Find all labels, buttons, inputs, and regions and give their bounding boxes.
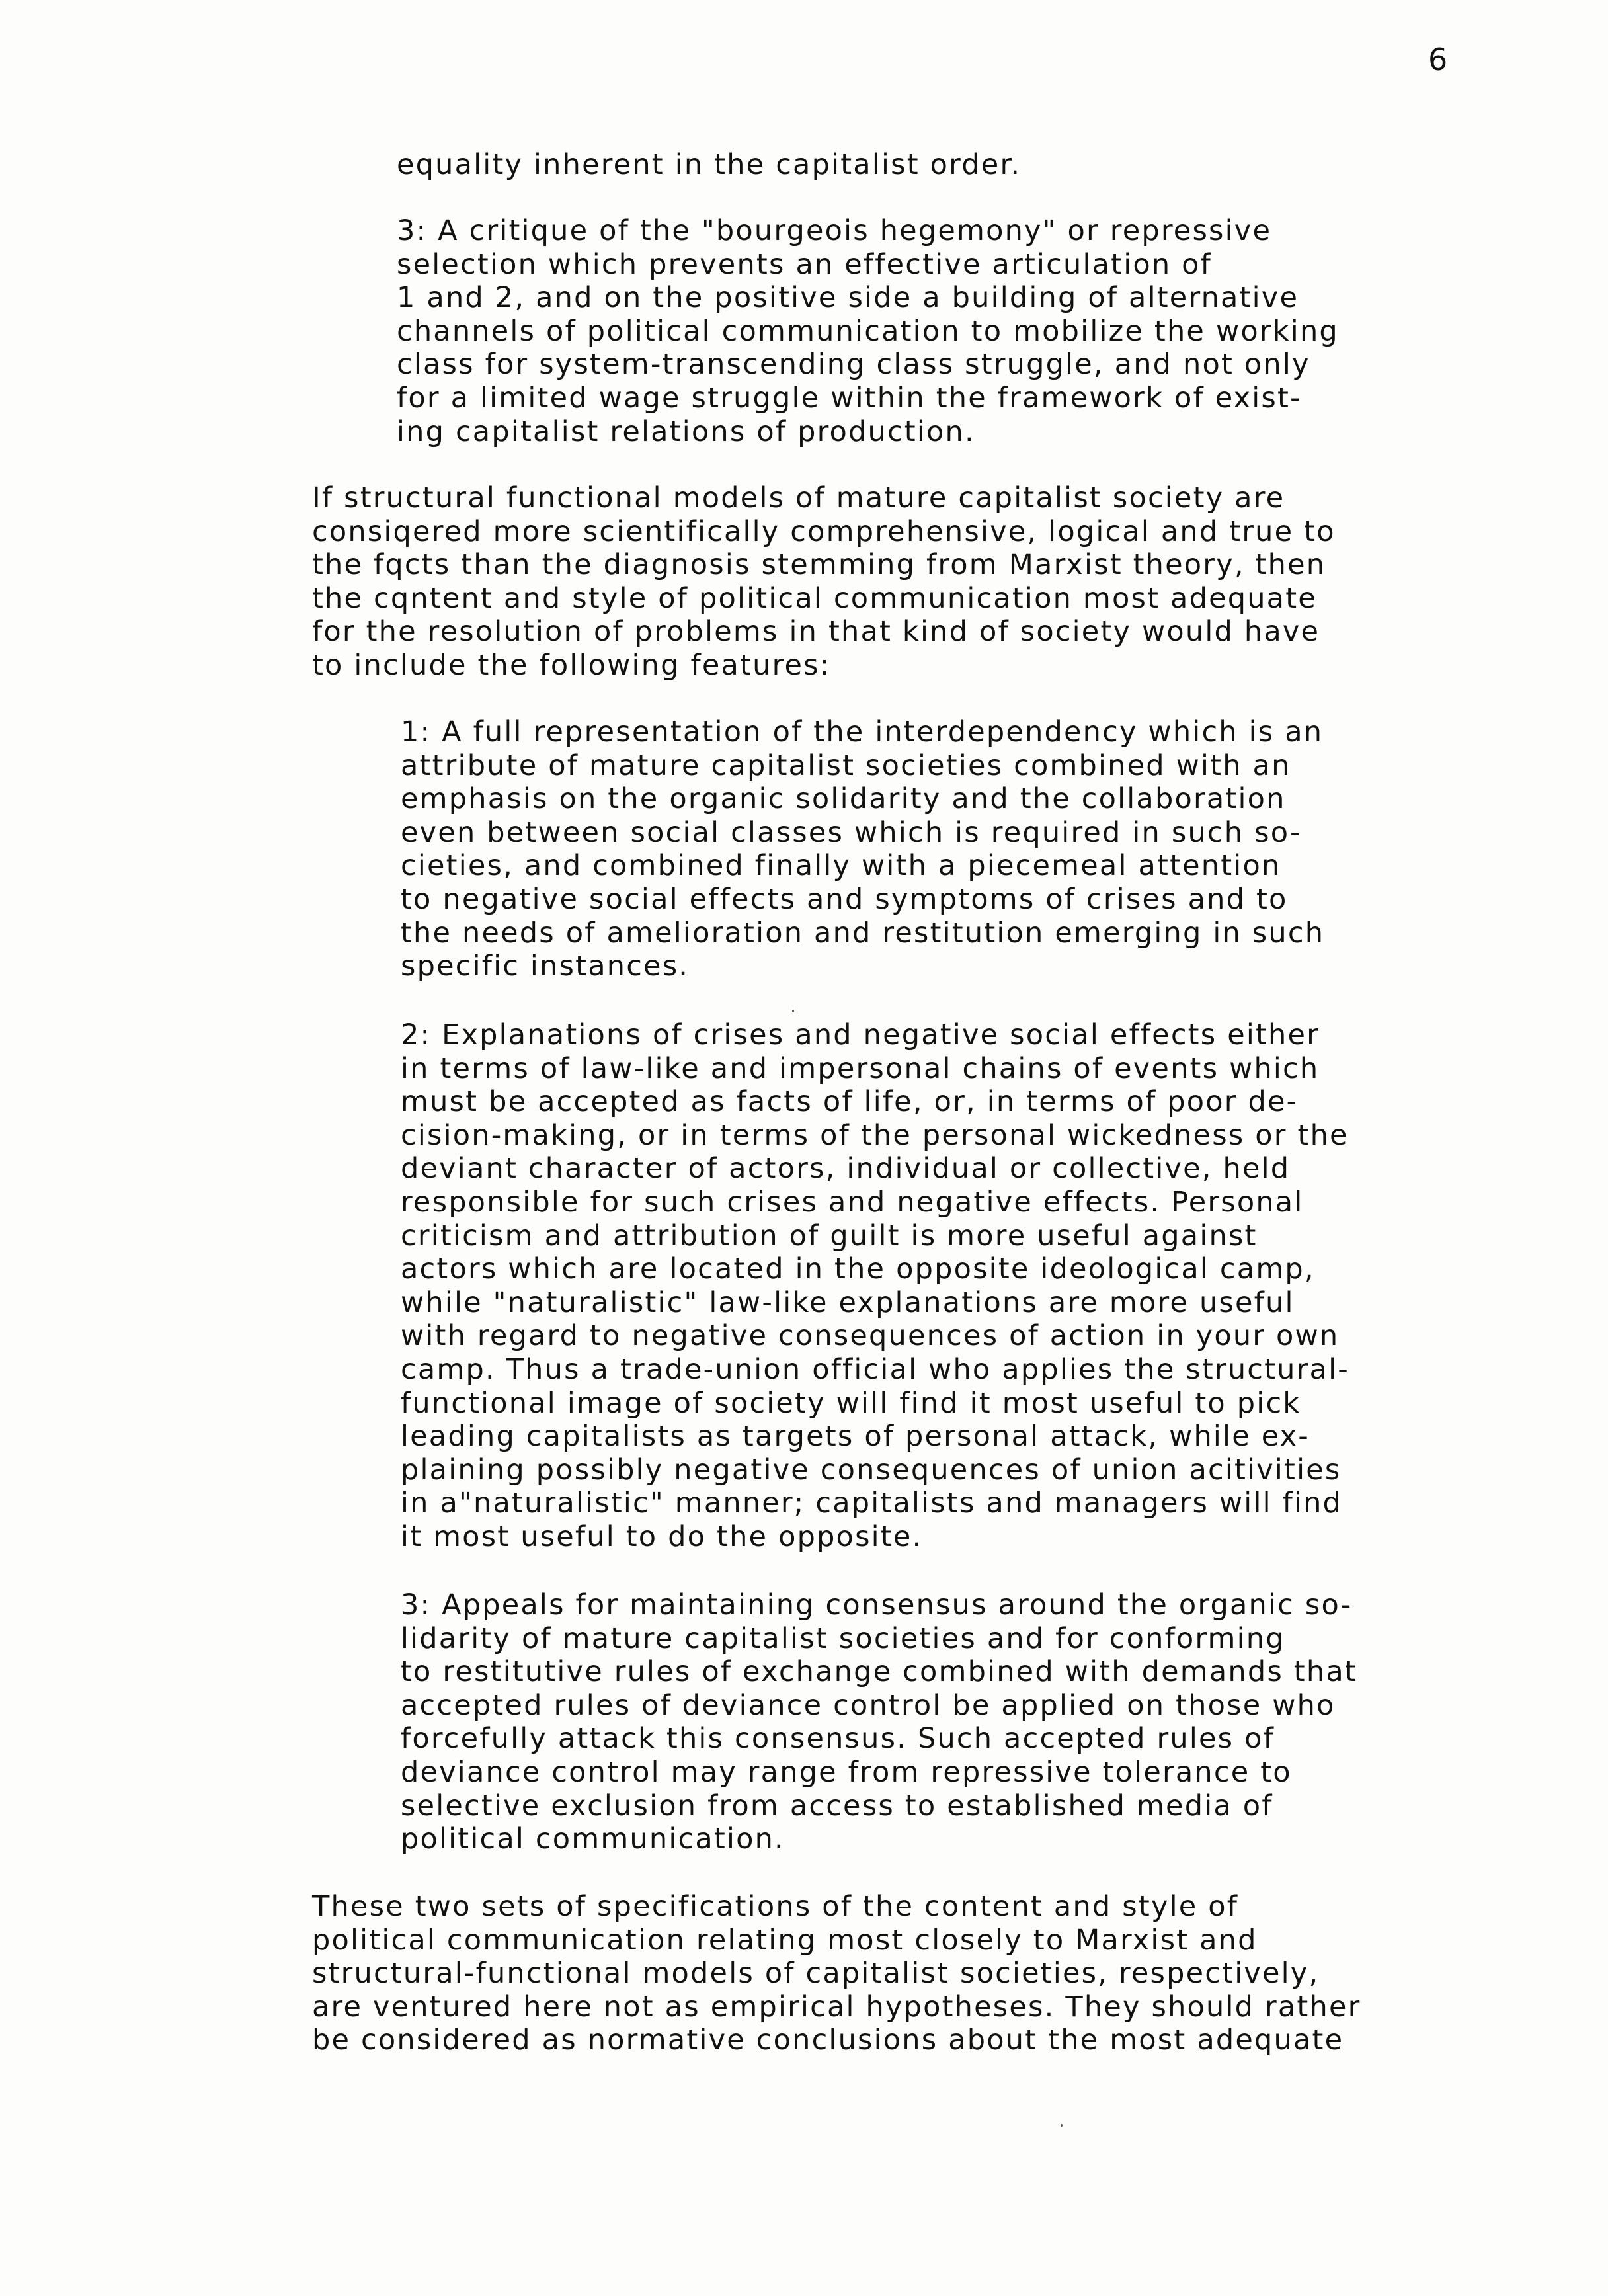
text-line: cieties, and combined finally with a piecemeal attention <box>401 849 1281 883</box>
text-line: deviance control may range from repressive tolerance to <box>401 1755 1292 1789</box>
text-line: the fqcts than the diagnosis stemming from Marxist theory, then <box>312 548 1326 582</box>
text-line: the cqntent and style of political communication most adequate <box>312 581 1317 615</box>
text-line: the needs of amelioration and restitution emerging in such <box>401 916 1325 950</box>
text-line: for the resolution of problems in that kind of society would have <box>312 615 1320 649</box>
paragraph-feature-2 <box>401 1018 1349 1554</box>
text-line: with regard to negative consequences of action in your own <box>401 1319 1340 1353</box>
text-line: class for system-transcending class struggle, and not only <box>397 348 1310 382</box>
text-line: lidarity of mature capitalist societies and for conforming <box>401 1621 1285 1655</box>
text-line: political communication. <box>401 1823 785 1856</box>
text-line: political communication relating most closely to Marxist and <box>312 1923 1258 1957</box>
text-line: channels of political communication to mobilize the working <box>397 314 1339 348</box>
text-line: to restitutive rules of exchange combined with demands that <box>401 1655 1357 1689</box>
text-line: These two sets of specifications of the content and style of <box>312 1890 1239 1923</box>
page-number: 6 <box>1428 42 1448 77</box>
text-line: are ventured here not as empirical hypotheses. They should rather <box>312 1990 1361 2024</box>
text-line: must be accepted as facts of life, or, in terms of poor de- <box>401 1085 1299 1119</box>
text-line: emphasis on the organic solidarity and the collaboration <box>401 782 1286 816</box>
text-line: selective exclusion from access to established media of <box>401 1789 1273 1823</box>
text-line: attribute of mature capitalist societies combined with an <box>401 749 1291 782</box>
text-line: cision-making, or in terms of the personal wickedness or the <box>401 1118 1349 1152</box>
paragraph-conclusion <box>312 1890 1361 2057</box>
paragraph-feature-1 <box>401 716 1324 983</box>
scan-speck <box>792 1010 794 1012</box>
text-line: to include the following features: <box>312 648 831 682</box>
text-line: actors which are located in the opposite ideological camp, <box>401 1252 1315 1286</box>
text-line: 3: A critique of the "bourgeois hegemony" or repressive <box>397 214 1272 247</box>
text-line: consiqered more scientifically comprehensive, logical and true to <box>312 514 1336 548</box>
text-line: criticism and attribution of guilt is more useful against <box>401 1219 1258 1252</box>
paragraph-feature-3 <box>401 1588 1357 1856</box>
text-line: in a"naturalistic" manner; capitalists and managers will find <box>401 1487 1343 1520</box>
text-line: ing capitalist relations of production. <box>397 415 975 448</box>
text-line: 2: Explanations of crises and negative social effects either <box>401 1018 1320 1051</box>
text-line: 1: A full representation of the interdependency which is an <box>401 716 1324 749</box>
scan-speck <box>1061 2124 1063 2127</box>
text-line: selection which prevents an effective articulation of <box>397 247 1213 281</box>
text-line: while "naturalistic" law-like explanations are more useful <box>401 1286 1295 1319</box>
paragraph-marxist-point-3 <box>397 214 1339 448</box>
text-line: even between social classes which is required in such so- <box>401 815 1302 849</box>
text-line: plaining possibly negative consequences of union acitivities <box>401 1453 1342 1487</box>
text-line: deviant character of actors, individual or collective, held <box>401 1152 1291 1186</box>
text-line: equality inherent in the capitalist order. <box>397 148 1022 181</box>
text-line: leading capitalists as targets of personal attack, while ex- <box>401 1420 1310 1454</box>
text-line: accepted rules of deviance control be applied on those who <box>401 1688 1336 1722</box>
text-line: to negative social effects and symptoms of crises and to <box>401 882 1288 916</box>
text-line: it most useful to do the opposite. <box>401 1520 923 1553</box>
paragraph-continuation <box>397 148 1021 182</box>
text-line: camp. Thus a trade-union official who applies the structural- <box>401 1352 1349 1386</box>
text-line: 3: Appeals for maintaining consensus around the organic so- <box>401 1588 1353 1621</box>
text-line: structural-functional models of capitalist societies, respectively, <box>312 1957 1320 1990</box>
paragraph-structural-functional-intro <box>312 481 1336 682</box>
text-line: for a limited wage struggle within the framework of exist- <box>397 381 1302 415</box>
text-line: responsible for such crises and negative effects. Personal <box>401 1185 1304 1219</box>
text-line: forcefully attack this consensus. Such accepted rules of <box>401 1722 1275 1756</box>
text-line: functional image of society will find it most useful to pick <box>401 1386 1301 1420</box>
text-line: in terms of law-like and impersonal chains of events which <box>401 1051 1320 1085</box>
text-line: be considered as normative conclusions about the most adequate <box>312 2024 1344 2057</box>
text-line: specific instances. <box>401 950 690 983</box>
text-line: If structural functional models of mature capitalist society are <box>312 481 1285 514</box>
text-line: 1 and 2, and on the positive side a building of alternative <box>397 281 1299 315</box>
